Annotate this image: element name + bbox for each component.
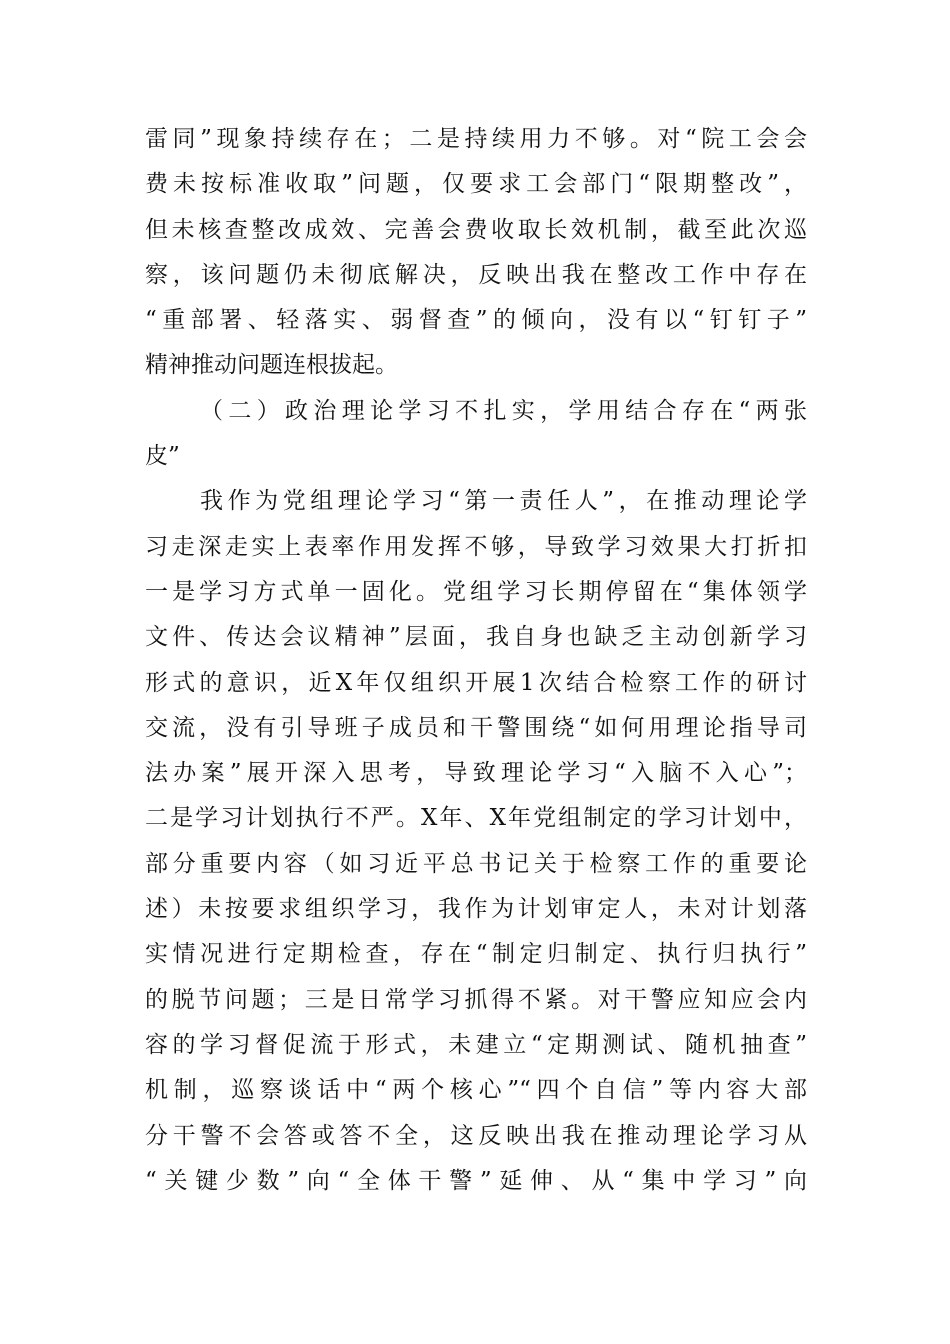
text-line: 部分重要内容（如习近平总书记关于检察工作的重要论	[145, 850, 807, 877]
heading-line: （二）政治理论学习不扎实，学用结合存在“两张	[200, 397, 807, 424]
text-line: 法办案”展开深入思考，导致理论学习“入脑不入心”；	[145, 760, 807, 787]
body-paragraph	[145, 479, 807, 1204]
document-page	[145, 117, 807, 1204]
text-line: 的脱节问题；三是日常学习抓得不紧。对干警应知应会内	[145, 986, 807, 1013]
text-line: 但未核查整改成效、完善会费收取长效机制，截至此次巡	[145, 216, 807, 243]
text-line: 费未按标准收取”问题，仅要求工会部门“限期整改”，	[145, 171, 807, 198]
text-line: “关键少数”向“全体干警”延伸、从“集中学习”向	[145, 1167, 807, 1194]
text-line: 二是学习计划执行不严。X年、X年党组制定的学习计划中，	[145, 805, 807, 832]
section-heading	[145, 389, 807, 480]
text-line: 交流，没有引导班子成员和干警围绕“如何用理论指导司	[145, 714, 807, 741]
text-line: 文件、传达会议精神”层面，我自身也缺乏主动创新学习	[145, 624, 807, 651]
text-line: 一是学习方式单一固化。党组学习长期停留在“集体领学	[145, 578, 807, 605]
text-line: “重部署、轻落实、弱督查”的倾向，没有以“钉钉子”	[145, 307, 807, 334]
text-line: 述）未按要求组织学习，我作为计划审定人，未对计划落	[145, 896, 807, 923]
text-line: 形式的意识，近X年仅组织开展1次结合检察工作的研讨	[145, 669, 807, 696]
text-line: 习走深走实上表率作用发挥不够，导致学习效果大打折扣	[145, 533, 807, 560]
text-line: 实情况进行定期检查，存在“制定归制定、执行归执行”	[145, 941, 807, 968]
heading-line: 皮”	[145, 443, 180, 470]
text-line: 雷同”现象持续存在；二是持续用力不够。对“院工会会	[145, 126, 807, 152]
text-line: 我作为党组理论学习“第一责任人”，在推动理论学	[200, 488, 807, 515]
text-line: 机制，巡察谈话中“两个核心”“四个自信”等内容大部	[145, 1077, 807, 1104]
text-line: 察，该问题仍未彻底解决，反映出我在整改工作中存在	[145, 261, 807, 288]
text-line: 分干警不会答或答不全，这反映出我在推动理论学习从	[145, 1122, 807, 1149]
text-line: 精神推动问题连根拔起。	[145, 352, 398, 379]
text-line: 容的学习督促流于形式，未建立“定期测试、随机抽查”	[145, 1031, 807, 1058]
body-paragraph	[145, 117, 807, 389]
